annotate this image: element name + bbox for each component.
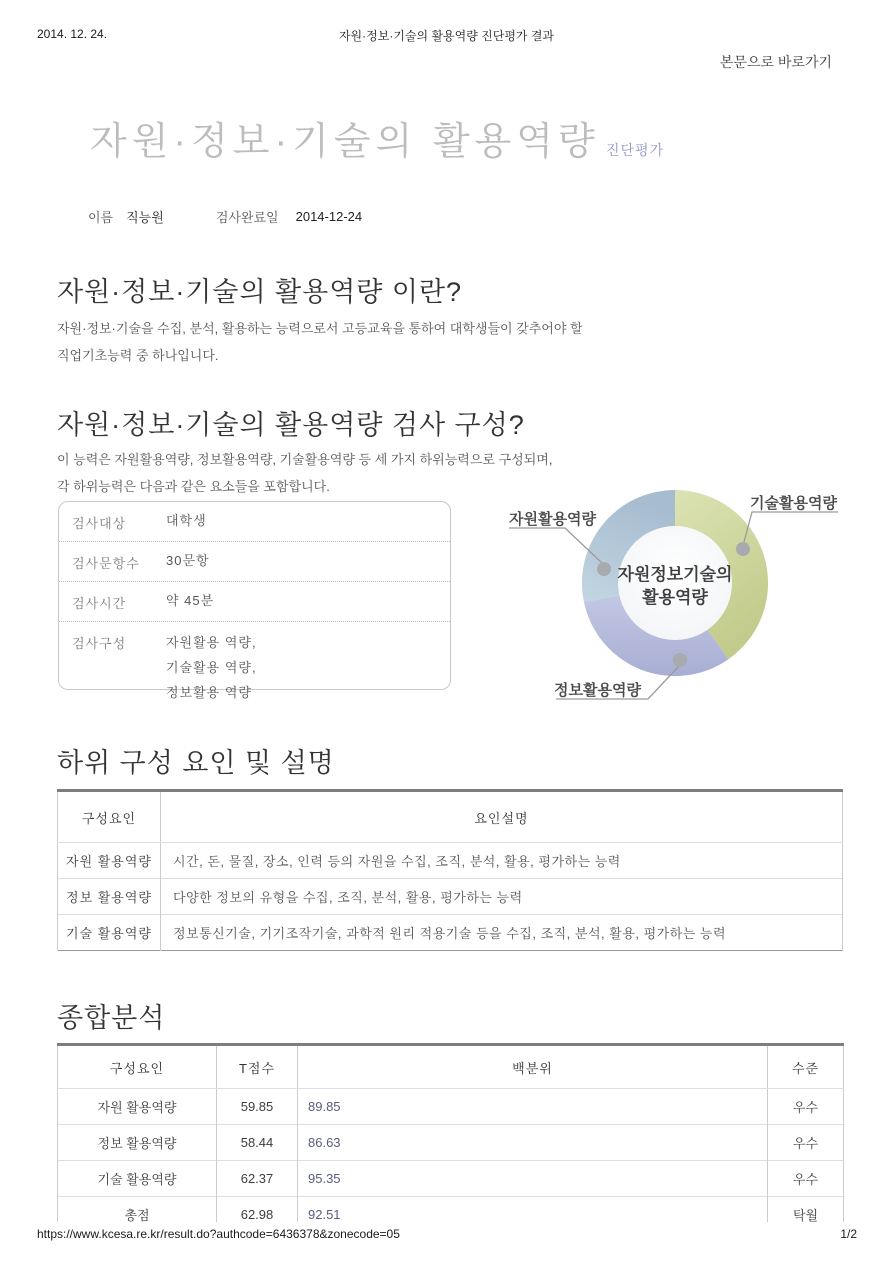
table-row	[58, 1197, 844, 1223]
info-value: 대학생	[166, 513, 207, 528]
composition-line: 정보활용 역량	[166, 685, 252, 700]
summary-table-clip	[57, 1043, 845, 1222]
print-footer-url: https://www.kcesa.re.kr/result.do?authcode=6436378&zonecode=05	[37, 1227, 400, 1241]
section-factors-heading: 하위 구성 요인 및 설명	[57, 748, 335, 778]
competency-donut-diagram	[480, 480, 870, 712]
info-label: 검사대상	[72, 516, 127, 531]
skip-to-content-link[interactable]: 본문으로 바로가기	[719, 54, 832, 70]
info-row-question-count	[59, 541, 450, 581]
completed-date-label: 검사완료일	[215, 210, 279, 225]
section-about-body	[57, 315, 583, 369]
table-row	[58, 915, 843, 951]
table-header-row	[58, 1045, 844, 1089]
donut-label-tech: 기술활용역량	[750, 495, 837, 512]
col-header-factor: 구성요인	[58, 791, 161, 843]
donut-center-line1: 자원정보기술의	[617, 565, 733, 584]
structure-body-line1: 이 능력은 자원활용역량, 정보활용역량, 기술활용역량 등 세 가지 하위능력으로 구성되며,	[57, 452, 553, 467]
user-info-row	[88, 207, 362, 226]
info-row-target	[59, 502, 450, 541]
factor-name: 총점	[58, 1197, 217, 1223]
factor-desc: 시간, 돈, 물질, 장소, 인력 등의 자원을 수집, 조직, 분석, 활용, 평가하는 능력	[161, 843, 843, 879]
structure-body-line2: 각 하위능력은 다음과 같은 요소들을 포함합니다.	[57, 479, 330, 494]
table-header-row	[58, 791, 843, 843]
table-row	[58, 1161, 844, 1197]
info-row-composition	[59, 621, 450, 714]
level: 우수	[768, 1125, 844, 1161]
completed-date-value: 2014-12-24	[295, 209, 363, 224]
level: 탁월	[768, 1197, 844, 1223]
print-footer-page-number: 1/2	[840, 1227, 857, 1241]
info-label: 검사구성	[72, 636, 127, 651]
info-label: 검사문항수	[72, 556, 140, 571]
table-row	[58, 1125, 844, 1161]
level: 우수	[768, 1161, 844, 1197]
factor-desc: 정보통신기술, 기기조작기술, 과학적 원리 적용기술 등을 수집, 조직, 분석, 활용, 평가하는 능력	[161, 915, 843, 951]
factor-name: 정보 활용역량	[58, 1125, 217, 1161]
page-title-badge: 진단평가	[606, 142, 665, 158]
percentile: 95.35	[298, 1161, 768, 1197]
info-value: 약 45분	[166, 593, 215, 608]
percentile: 86.63	[298, 1125, 768, 1161]
print-date: 2014. 12. 24.	[37, 27, 108, 41]
leader-line-tech	[744, 512, 838, 542]
factor-desc: 다양한 정보의 유형을 수집, 조직, 분석, 활용, 평가하는 능력	[161, 879, 843, 915]
table-row	[58, 879, 843, 915]
info-row-duration	[59, 581, 450, 621]
col-header-percentile: 백분위	[298, 1045, 768, 1089]
t-score: 62.98	[217, 1197, 298, 1223]
info-label: 검사시간	[72, 596, 127, 611]
composition-line: 기술활용 역량,	[166, 660, 257, 675]
info-value: 30문항	[166, 553, 210, 568]
donut-center-line2: 활용역량	[642, 588, 708, 607]
table-row	[58, 1089, 844, 1125]
anchor-dot-resource	[597, 562, 611, 576]
level: 우수	[768, 1089, 844, 1125]
t-score: 58.44	[217, 1125, 298, 1161]
anchor-dot-tech	[736, 542, 750, 556]
factor-name: 자원 활용역량	[58, 843, 161, 879]
section-structure-body	[57, 446, 552, 500]
anchor-dot-info	[673, 653, 687, 667]
name-value: 직능원	[126, 210, 164, 225]
section-about-heading: 자원·정보·기술의 활용역량 이란?	[57, 277, 463, 307]
col-header-tscore: T점수	[217, 1045, 298, 1089]
about-body-line1: 자원·정보·기술을 수집, 분석, 활용하는 능력으로서 고등교육을 통하여 대학생들이 갖추어야 할	[57, 321, 583, 336]
col-header-level: 수준	[768, 1045, 844, 1089]
col-header-factor: 구성요인	[58, 1045, 217, 1089]
table-row	[58, 843, 843, 879]
section-summary-heading: 종합분석	[57, 1003, 166, 1033]
about-body-line2: 직업기초능력 중 하나입니다.	[57, 348, 219, 363]
percentile: 89.85	[298, 1089, 768, 1125]
factor-name: 자원 활용역량	[58, 1089, 217, 1125]
summary-table	[57, 1043, 844, 1222]
factor-name: 기술 활용역량	[58, 915, 161, 951]
factors-table	[57, 789, 843, 951]
t-score: 59.85	[217, 1089, 298, 1125]
percentile: 92.51	[298, 1197, 768, 1223]
factor-name: 정보 활용역량	[58, 879, 161, 915]
test-info-box	[58, 501, 451, 700]
donut-label-info: 정보활용역량	[554, 682, 641, 699]
col-header-desc: 요인설명	[161, 791, 843, 843]
print-document-title: 자원·정보·기술의 활용역량 진단평가 결과	[338, 29, 555, 43]
factor-name: 기술 활용역량	[58, 1161, 217, 1197]
info-value	[166, 630, 257, 705]
t-score: 62.37	[217, 1161, 298, 1197]
composition-line: 자원활용 역량,	[166, 635, 257, 650]
section-structure-heading: 자원·정보·기술의 활용역량 검사 구성?	[57, 410, 525, 440]
donut-svg	[480, 480, 870, 712]
page-title: 자원·정보·기술의 활용역량	[90, 121, 600, 163]
name-label: 이름	[88, 210, 114, 225]
donut-label-resource: 자원활용역량	[509, 511, 596, 528]
